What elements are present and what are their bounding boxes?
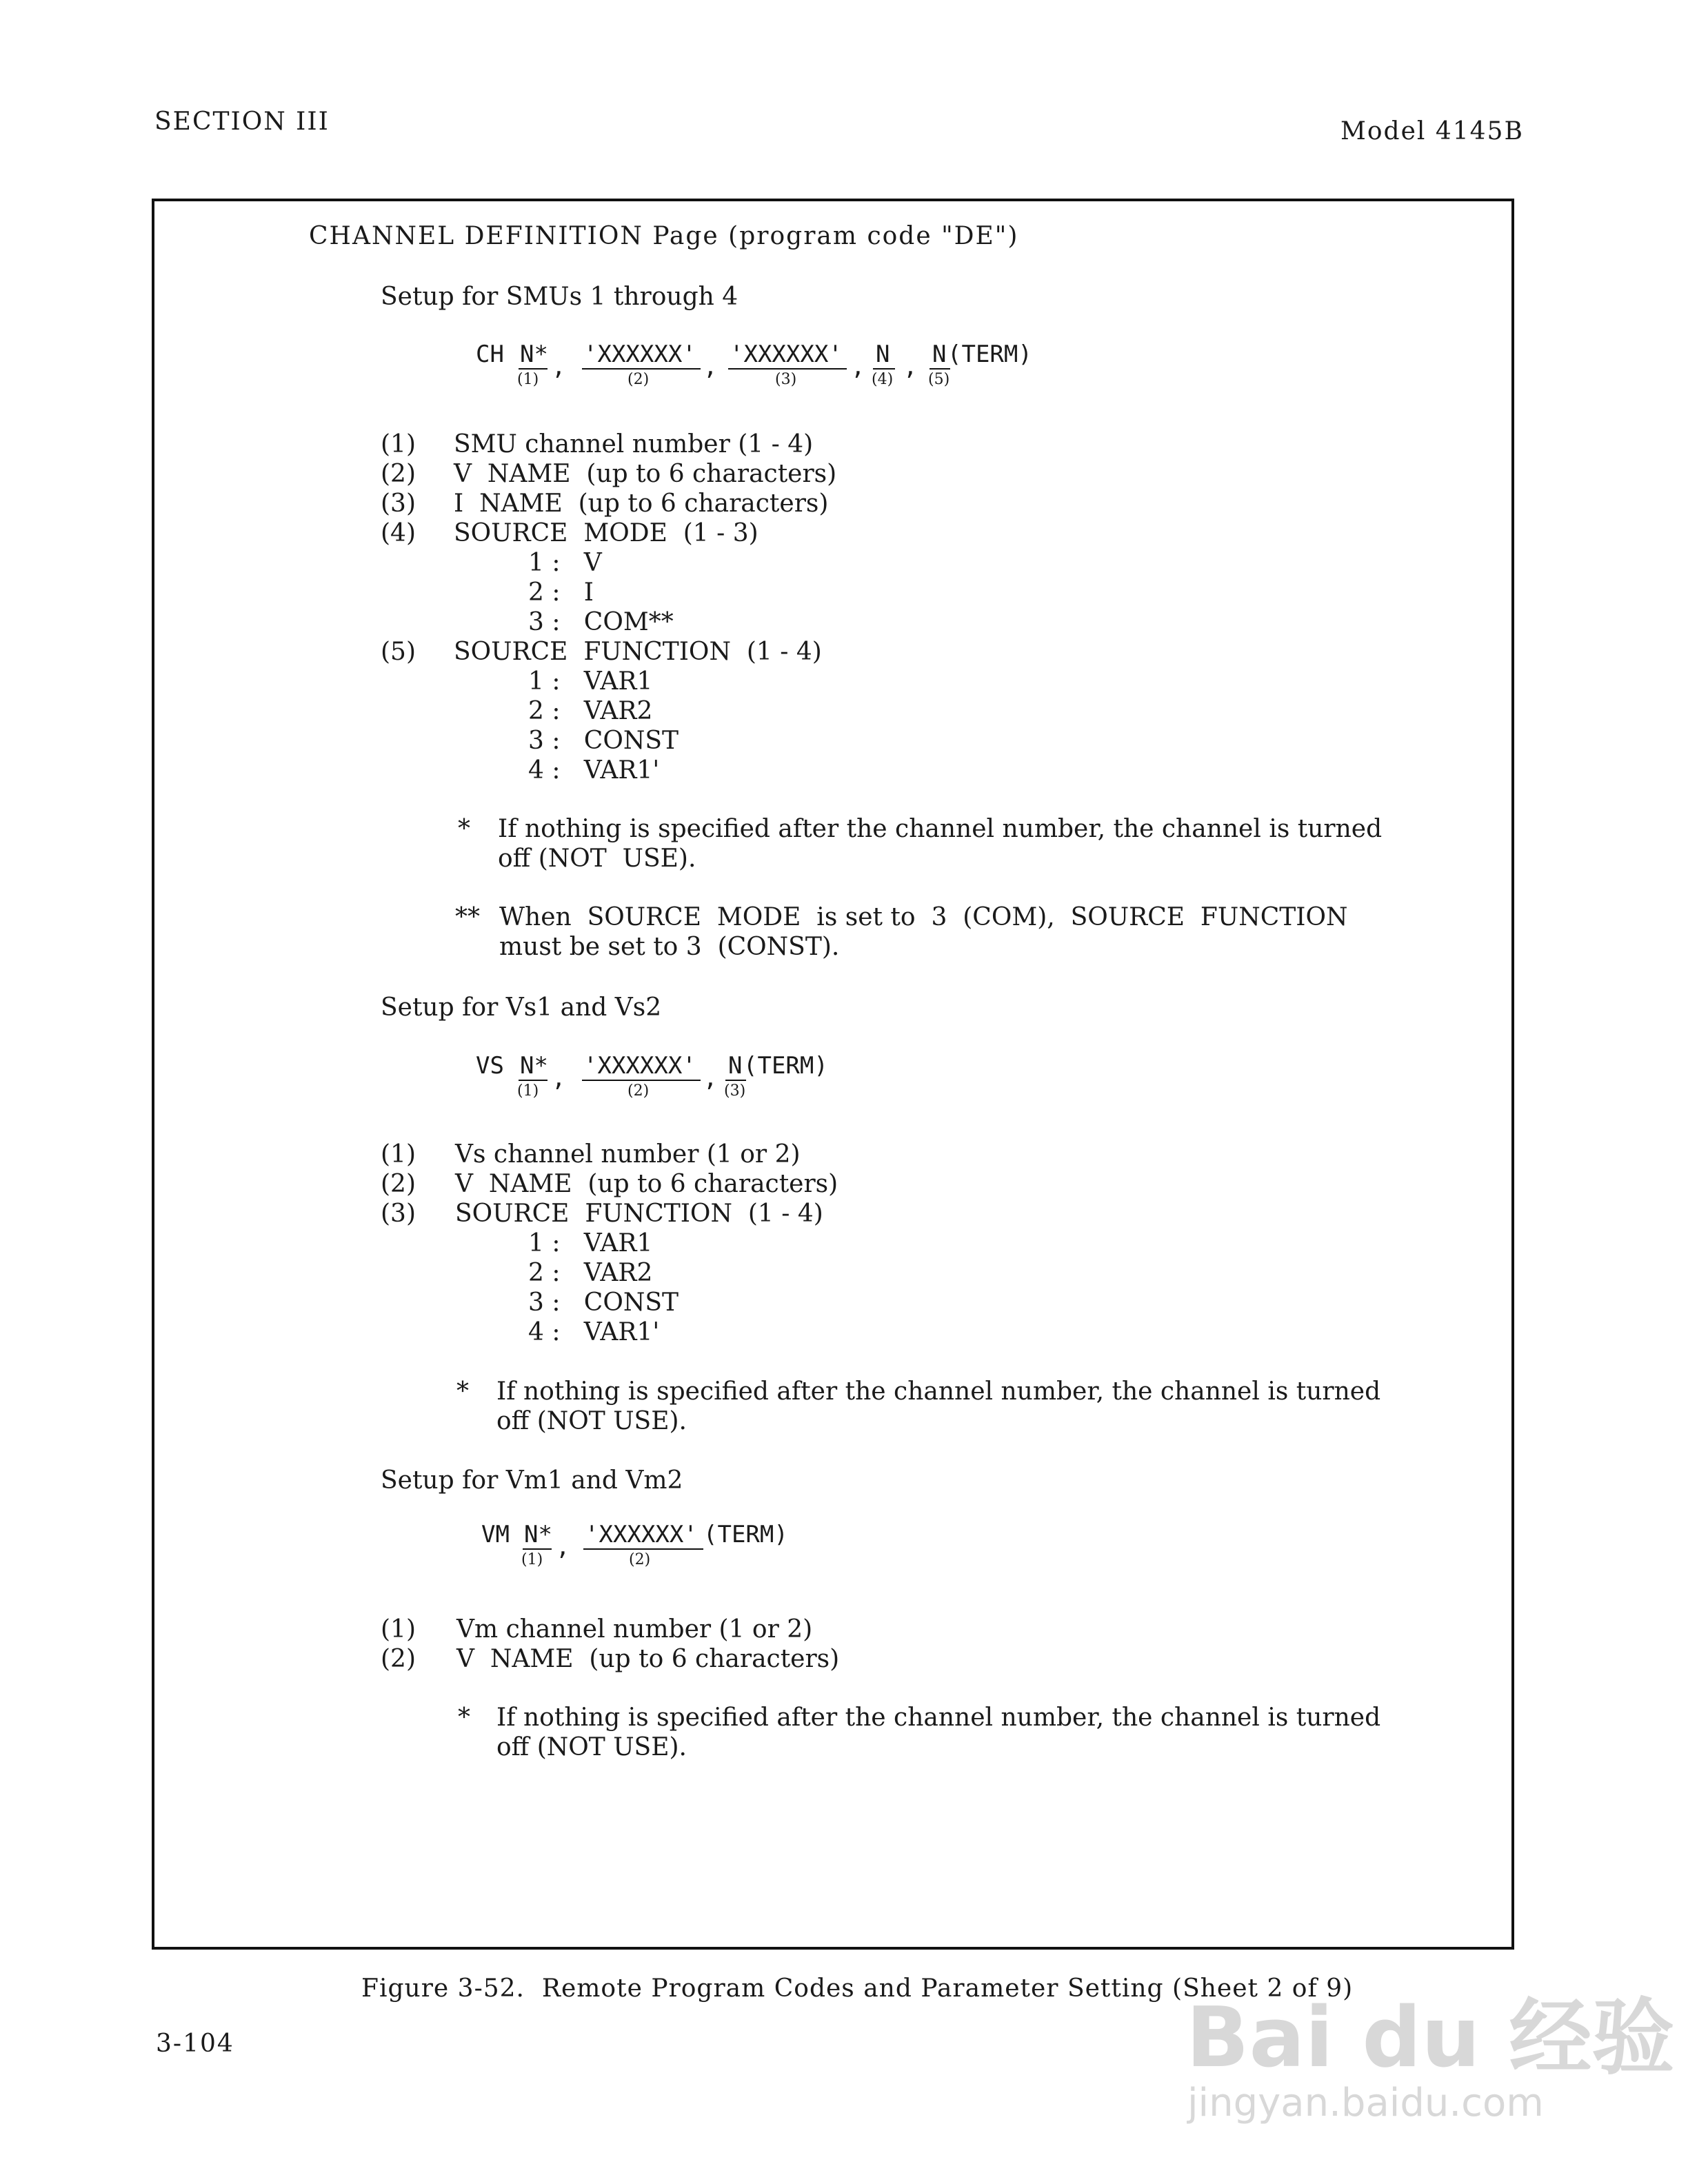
item-text: V NAME (up to 6 characters) (455, 1170, 838, 1198)
watermark-url: jingyan.baidu.com (1187, 2081, 1544, 2125)
syntax-index: (1) (517, 371, 539, 388)
function-option: 2 : VAR2 (528, 697, 653, 725)
note-marker: * (458, 1703, 470, 1732)
note-text: When SOURCE MODE is set to 3 (COM), SOURCE FUNCTION (499, 903, 1348, 931)
item-text: SMU channel number (1 - 4) (454, 430, 814, 458)
note-text: off (NOT USE). (496, 1733, 687, 1761)
note-marker: ** (455, 903, 480, 931)
syntax-field: 'XXXXXX' (585, 1521, 698, 1548)
syntax-field: 'XXXXXX' (730, 341, 843, 368)
syntax-index: (2) (629, 1551, 651, 1568)
mode-option: 2 : I (528, 578, 594, 607)
page-number: 3-104 (156, 2030, 234, 2058)
syntax-prefix: VM (481, 1521, 510, 1548)
item-number: (2) (381, 460, 416, 488)
syntax-index: (2) (627, 371, 650, 388)
item-text: SOURCE MODE (1 - 3) (454, 519, 758, 547)
syntax-field: N (728, 1052, 743, 1080)
item-text: SOURCE FUNCTION (1 - 4) (455, 1200, 823, 1228)
item-number: (3) (381, 1200, 416, 1228)
item-number: (1) (381, 1615, 416, 1644)
syntax-field: N* (520, 341, 548, 368)
syntax-index: (1) (521, 1551, 543, 1568)
item-number: (1) (381, 430, 416, 458)
syntax-index: (5) (928, 371, 950, 388)
vm-heading: Setup for Vm1 and Vm2 (381, 1466, 683, 1495)
vs-heading: Setup for Vs1 and Vs2 (381, 993, 662, 1022)
note-text: If nothing is specified after the channel number, the channel is turned (498, 815, 1383, 843)
function-option: 3 : CONST (528, 727, 679, 755)
note-text: off (NOT USE). (498, 845, 696, 873)
item-number: (5) (381, 638, 416, 666)
syntax-field: 'XXXXXX' (583, 341, 696, 368)
item-number: (3) (381, 489, 416, 518)
syntax-index: (4) (872, 371, 894, 388)
mode-option: 3 : COM** (528, 608, 674, 636)
syntax-field: N* (524, 1521, 552, 1548)
item-number: (2) (381, 1645, 416, 1673)
syntax-field: N (932, 341, 947, 368)
syntax-term: (TERM) (947, 341, 1032, 368)
syntax-term: (TERM) (743, 1052, 828, 1080)
item-text: Vs channel number (1 or 2) (455, 1140, 801, 1169)
function-option: 1 : VAR1 (528, 1229, 653, 1257)
function-option: 1 : VAR1 (528, 667, 653, 696)
section-label: SECTION III (154, 108, 330, 136)
syntax-field: N (876, 341, 890, 368)
note-marker: * (458, 815, 470, 843)
item-text: SOURCE FUNCTION (1 - 4) (454, 638, 822, 666)
item-number: (2) (381, 1170, 416, 1198)
note-text: If nothing is specified after the channel number, the channel is turned (496, 1377, 1381, 1406)
mode-option: 1 : V (528, 549, 602, 577)
item-number: (4) (381, 519, 416, 547)
note-text: must be set to 3 (CONST). (499, 933, 840, 961)
item-number: (1) (381, 1140, 416, 1169)
function-option: 3 : CONST (528, 1288, 679, 1317)
item-text: I NAME (up to 6 characters) (454, 489, 829, 518)
item-text: Vm channel number (1 or 2) (456, 1615, 813, 1644)
syntax-prefix: CH (476, 341, 504, 368)
note-marker: * (456, 1377, 469, 1406)
page-title: CHANNEL DEFINITION Page (program code "DE") (309, 222, 1019, 250)
watermark-logo: Bai du 经验 (1186, 1990, 1675, 2086)
syntax-index: (3) (724, 1082, 746, 1100)
note-text: If nothing is specified after the channel number, the channel is turned (496, 1703, 1381, 1732)
syntax-index: (1) (517, 1082, 539, 1100)
figure-caption: Figure 3-52. Remote Program Codes and Parameter Setting (Sheet 2 of 9) (361, 1974, 1354, 2003)
function-option: 4 : VAR1' (528, 756, 660, 785)
note-text: off (NOT USE). (496, 1407, 687, 1435)
item-text: V NAME (up to 6 characters) (454, 460, 837, 488)
function-option: 2 : VAR2 (528, 1259, 653, 1287)
item-text: V NAME (up to 6 characters) (456, 1645, 840, 1673)
syntax-index: (3) (775, 371, 797, 388)
syntax-prefix: VS (476, 1052, 504, 1080)
model-label: Model 4145B (1340, 117, 1524, 145)
function-option: 4 : VAR1' (528, 1318, 660, 1346)
syntax-term: (TERM) (703, 1521, 788, 1548)
syntax-index: (2) (627, 1082, 650, 1100)
smu-heading: Setup for SMUs 1 through 4 (381, 283, 738, 311)
syntax-field: N* (520, 1052, 548, 1080)
syntax-field: 'XXXXXX' (583, 1052, 696, 1080)
